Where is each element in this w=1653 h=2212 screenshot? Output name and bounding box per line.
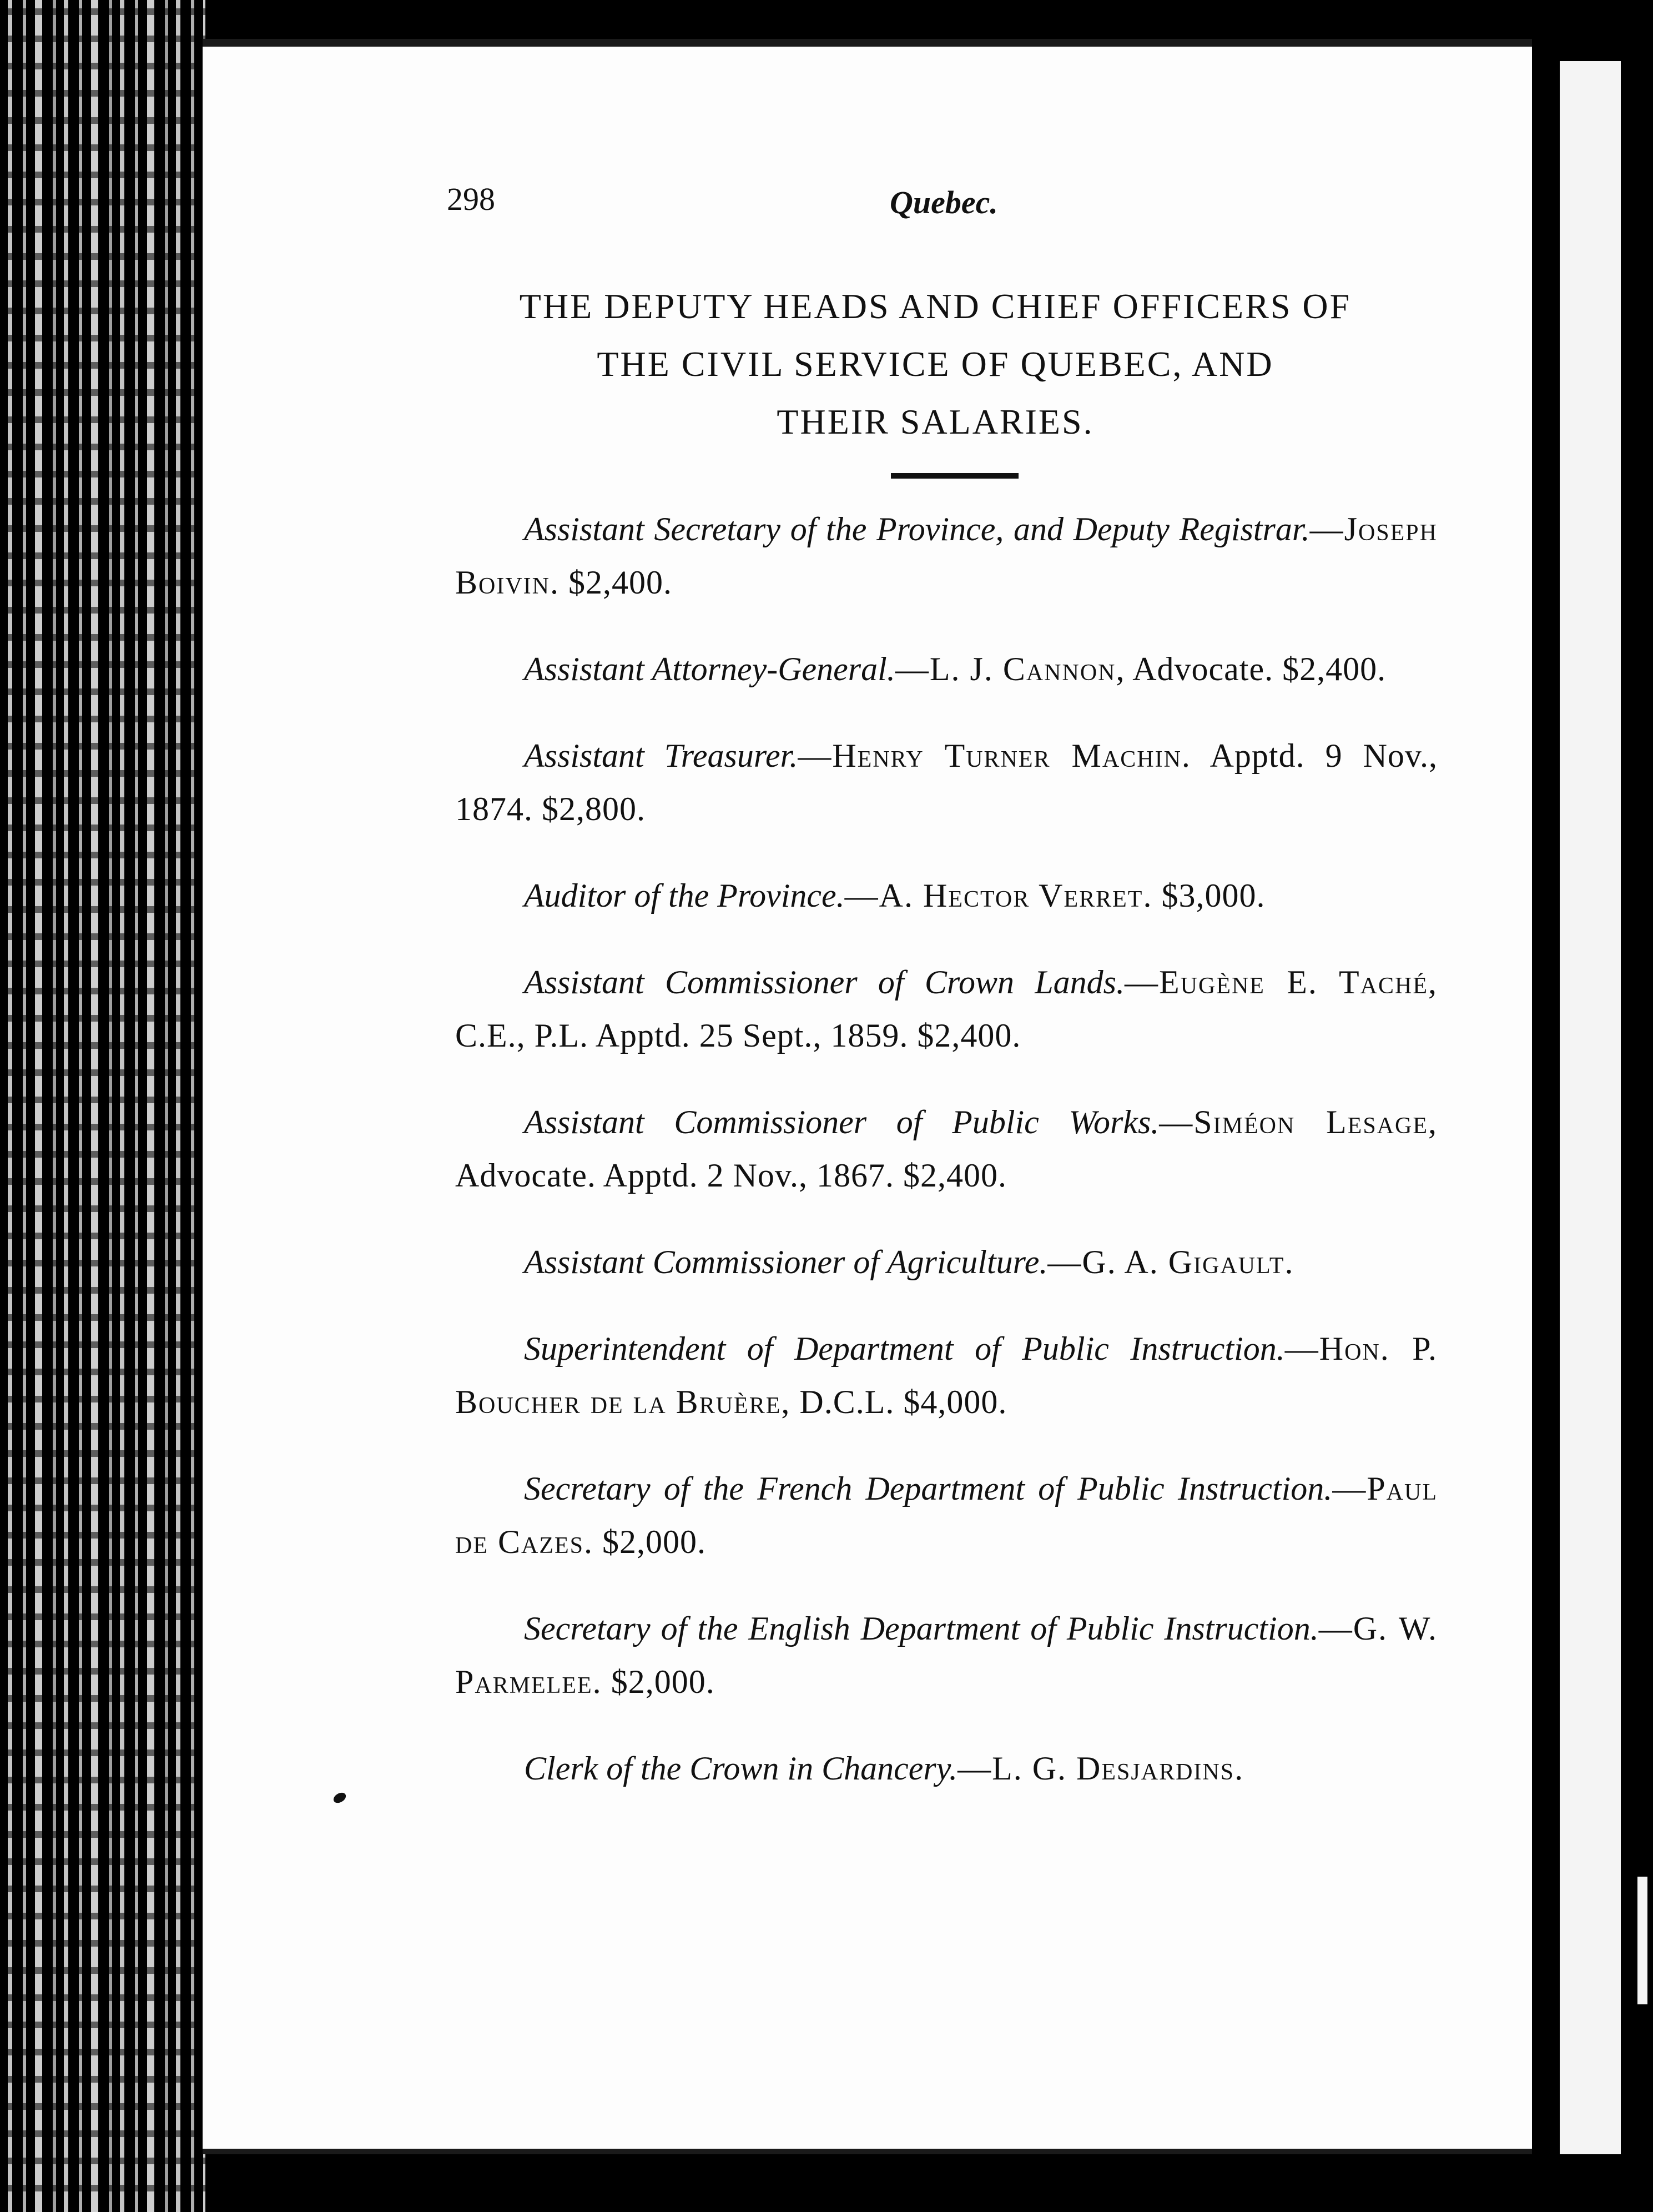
officer-name: —Joseph Boivin. <box>455 511 1438 601</box>
office-title: Assistant Secretary of the Province, and Deputy Registrar. <box>524 511 1310 547</box>
title-rule <box>891 473 1019 479</box>
facing-page-mark <box>1637 1877 1647 2004</box>
office-title: Assistant Commissioner of Agriculture. <box>524 1244 1048 1280</box>
officer-detail: $2,000. <box>593 1524 707 1560</box>
running-head: Quebec. <box>890 184 998 220</box>
officer-list <box>455 502 1438 1795</box>
officer-detail: Apptd. 9 Nov., 1874. $2,800. <box>455 737 1438 827</box>
officer-entry <box>455 869 1438 922</box>
office-title: Assistant Treasurer. <box>524 737 798 774</box>
officer-entry <box>455 502 1438 609</box>
officer-entry <box>455 1742 1438 1795</box>
officer-detail: Advocate. $2,400. <box>1125 651 1387 687</box>
officer-name: —G. A. Gigault. <box>1047 1244 1294 1280</box>
page-title <box>433 278 1438 451</box>
officer-detail: $2,400. <box>560 564 672 601</box>
office-title: Secretary of the French Department of Public Instruction. <box>524 1470 1333 1507</box>
officer-entry <box>455 1462 1438 1568</box>
officer-name: —Henry Turner Machin. <box>798 737 1191 774</box>
officer-name: —G. W. Parmelee. <box>455 1610 1438 1700</box>
office-title: Clerk of the Crown in Chancery. <box>524 1750 958 1787</box>
officer-detail: $2,000. <box>602 1663 715 1700</box>
officer-name: —L. J. Cannon, <box>895 651 1126 687</box>
office-title: Secretary of the English Department of Public Instruction. <box>524 1610 1319 1647</box>
officer-detail: C.E., P.L. Apptd. 25 Sept., 1859. $2,400. <box>455 1017 1021 1054</box>
office-title: Superintendent of Department of Public Instruction. <box>524 1330 1285 1367</box>
officer-entry <box>455 1095 1438 1202</box>
facing-page-edge <box>1560 61 1621 2154</box>
title-line: THEIR SALARIES. <box>777 402 1094 441</box>
office-title: Assistant Commissioner of Public Works. <box>524 1104 1160 1140</box>
officer-entry <box>455 1322 1438 1429</box>
title-line: THE CIVIL SERVICE OF QUEBEC, AND <box>597 344 1274 384</box>
book-edge-shadow <box>0 0 205 2212</box>
page-number: 298 <box>447 181 495 217</box>
office-title: Auditor of the Province. <box>524 877 845 914</box>
officer-detail: D.C.L. $4,000. <box>790 1384 1007 1420</box>
office-title: Assistant Attorney-General. <box>524 651 895 687</box>
officer-name: —Paul de Cazes. <box>455 1470 1438 1560</box>
officer-name: —Hon. P. Boucher de la Bruère, <box>455 1330 1438 1420</box>
officer-entry <box>455 729 1438 836</box>
officer-entry <box>455 642 1438 696</box>
officer-detail: $3,000. <box>1152 877 1266 914</box>
officer-entry <box>455 1235 1438 1289</box>
officer-name: —Eugène E. Taché, <box>1124 964 1438 1001</box>
officer-detail: Advocate. Apptd. 2 Nov., 1867. $2,400. <box>455 1157 1007 1194</box>
officer-name: —A. Hector Verret. <box>844 877 1153 914</box>
officer-name: —L. G. Desjardins. <box>957 1750 1244 1787</box>
officer-entry <box>455 1602 1438 1708</box>
office-title: Assistant Commissioner of Crown Lands. <box>524 964 1125 1001</box>
officer-name: —Siméon Lesage, <box>1159 1104 1438 1140</box>
title-line: THE DEPUTY HEADS AND CHIEF OFFICERS OF <box>519 286 1352 326</box>
officer-entry <box>455 956 1438 1062</box>
page-header <box>447 180 1046 236</box>
